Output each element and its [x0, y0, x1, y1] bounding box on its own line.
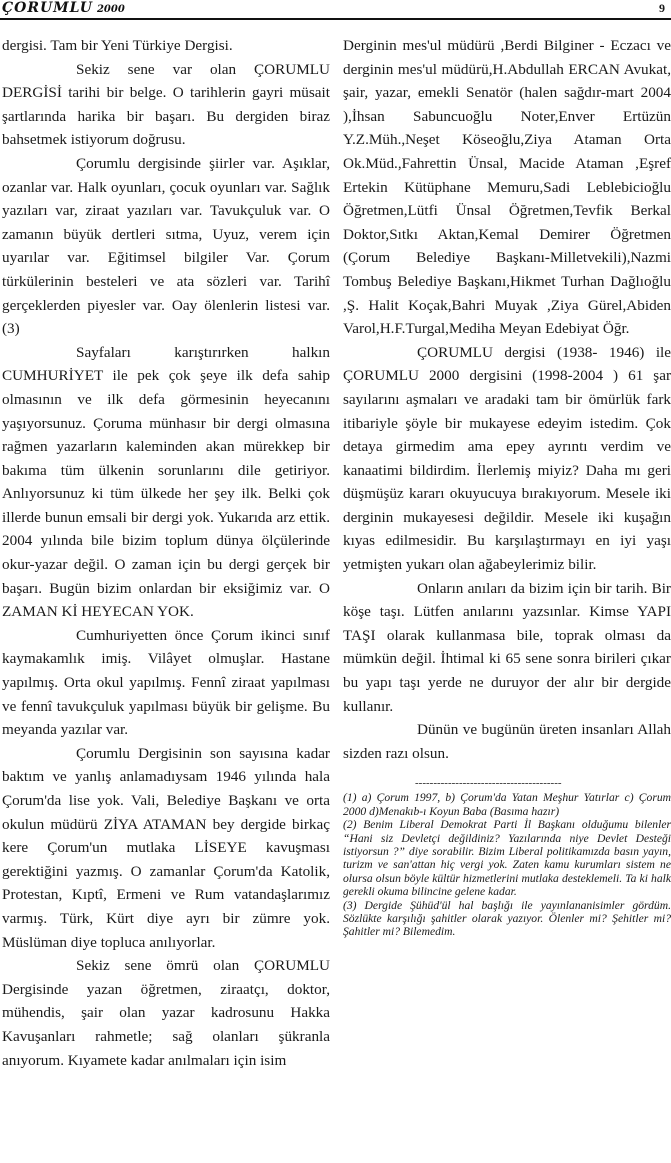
- paragraph: Sekiz sene var olan ÇORUMLU DERGİSİ tarihi bir belge. O tarihlerin gayri müsait şartlarında harika bir başarı. Bu dergiden biraz bahsetmek istiyorum doğrusu.: [2, 60, 330, 149]
- logo-year: 2000: [96, 4, 125, 15]
- paragraph: dergisi. Tam bir Yeni Türkiye Dergisi.: [2, 37, 233, 54]
- footnote: (2) Benim Liberal Demokrat Parti İl Başkanı olduğumu bilenler “Hani siz Devletçi değildiniz? Yazılarında niye Devlet Desteği istiyorsun ?” diye sorabilir. Bizim Liberal politikamızda basın yayın, turizm ve san'attan hiç vergi yok. Zaten kamu kurumları sistem ne olursa olsun böyle kültür hizmetlerini mutlaka desteklemeli. Ta ki halk gerekli okuma bilincine gelene kadar.: [343, 818, 671, 899]
- left-column: [2, 34, 330, 1072]
- footnote-separator: ----------------------------------------: [415, 777, 562, 790]
- paragraph: Çorumlu dergisinde şiirler var. Aşıklar, ozanlar var. Halk oyunları, çocuk oyunları var. Sağlık yazıları var, ziraat yazıları var. Tavukçuluk var. O zamanın büyük dertleri sıtma, Uyuz, verem için uyarılar var. Eğitimsel bilgiler Var. Çorum türkülerinin besteleri ve ata sözleri var. Tarihî gerçeklerden piyesler var. Oay ölenlerin listesi var. (3): [2, 154, 330, 338]
- paragraph: Derginin mes'ul müdürü ,Berdi Bilginer - Eczacı ve derginin mes'ul müdürü,H.Abdullah ERCAN Avukat, şair, yazar, emekli Senatör (halen sağdır-mart 2004 ),İhsan Sabuncuoğlu Noter,Enver Ertüzün Y.Z.Müh.,Neşet Köseoğlu,Ziya Ataman Orta Ok.Müd.,Fahrettin Ünsal, Macide Ataman ,Eşref Ertekin Kütüphane Memuru,Sadi Leblebicioğlu Öğretmen,Lütfi Ünsal Öğretmen,Tevfik Berkal Doktor,Sıtkı Aktan,Kemal Demirer Öğretmen (Çorum Belediye Başkanı-Milletvekili),Nazmi Tombuş Belediye Başkanı,Hikmet Turhan Dağlıoğlu ,Ş. Halit Koçak,Bahri Muyak ,Ziya Gürel,Abiden Varol,H.F.Turgal,Mediha Meyan Edebiyat Öğr.: [343, 37, 671, 338]
- right-column: [343, 34, 671, 939]
- footnote: (3) Dergide Şühüd'ül hal başlığı ile yayınlananisimler gördüm. Sözlükte karşılığı şahitler olarak yazıyor. Ölenler mi? Şehitler mi? Şahitler mi? Bilemedim.: [343, 898, 671, 939]
- paragraph: Onların anıları da bizim için bir tarih. Bir köşe taşı. Lütfen anılarını yazsınlar. Kimse YAPI TAŞI olarak kullanmasa bile, toprak olması da mümkün değil. İhtimal ki 65 sene sonra birileri çıkar bu yapı taşı yerde ne duruyor der alır bir dergide kullanır.: [343, 579, 671, 715]
- page-header: [0, 0, 671, 20]
- header-rule: [0, 18, 671, 20]
- footnote: (1) a) Çorum 1997, b) Çorum'da Yatan Meşhur Yatırlar c) Çorum 2000 d)Menakıb-ı Koyun Baba (Basıma hazır): [343, 791, 671, 818]
- paragraph: ÇORUMLU dergisi (1938- 1946) ile ÇORUMLU 2000 dergisini (1998-2004 ) 61 şar sayılarını aşmaları ve aradaki tam bir ömürlük fark itibariyle şöyle bir mukayese edeyim istedim. Çok detaya girmedim ama epey ayrıntı verdim ve kanaatimi bildirdim. İlerlemiş miyiz? Daha mı geri düşmüşüz kararı okuyucuya bırakıyorum. Mesele iki derginin mukayesesi değildir. Mesele iki kuşağın kıyas edilmesidir. Bu karşılaştırmayı en iyi yaşı yetmişten yukarı olan ağabeylerimiz bilir.: [343, 343, 671, 574]
- footnotes: [343, 777, 671, 938]
- paragraph: Sekiz sene ömrü olan ÇORUMLU Dergisinde yazan öğretmen, ziraatçı, doktor, mühendis, şair olan yazar kadrosunu Hakka Kavuşanları rahmetle; sağ olanları şükranla anıyorum. Kıyamete kadar anılmaları için isim: [2, 957, 330, 1069]
- paragraph: Sayfaları karıştırırken halkın CUMHURİYET ile pek çok şeye ilk defa sahip olmasının ve ilk defa görmesinin heyecanını yaşıyorsunuz. Çoruma münhasır bir dergi olmasına rağmen yazarların kaleminden akan mürekkep bir bakıma tüm ülkenin sorunlarını dile getiriyor. Anlıyorsunuz ki tüm ülkede her şey ilk. Belki çok illerde bunun emsali bir dergi yok. Yukarıda arz ettik. 2004 yılında bile bizim toplum dünya ölçülerinde okur-yazar değil. O zaman için bu dergi gerçek bir başarı. Bugün bizim onlardan bir eksiğimiz var. O ZAMAN Kİ HEYECAN YOK.: [2, 343, 330, 621]
- logo-text: ÇORUMLU: [2, 0, 93, 16]
- paragraph: Cumhuriyetten önce Çorum ikinci sınıf kaymakamlık imiş. Vilâyet olmuşlar. Hastane yapılmış. Orta okul yapılmış. Fennî ziraat yapılması ve fennî tavukçuluk yapılması büyük bir gelişme. Bu meyanda yazılar var.: [2, 626, 330, 739]
- magazine-logo: [2, 0, 125, 16]
- paragraph: Dünün ve bugünün üreten insanları Allah sizden razı olsun.: [343, 721, 671, 762]
- paragraph: Çorumlu Dergisinin son sayısına kadar baktım ve yanlış anlamadıysam 1946 yılında hala Çorum'da lise yok. Vali, Belediye Başkanı ve orta okulun müdürü ZİYA ATAMAN bey dergide birkaç kere Çorum'un mutlaka LİSEYE kavuşması gerektiğini yazmış. O zamanlar Çorum'da Katolik, Protestan, Kıptî, Ermeni ve Rum vatandaşlarımız varmış. Türk, Kürt diye ayrı bir zümre yok. Müslüman diye topluca anılıyorlar.: [2, 744, 330, 951]
- page-number: 9: [659, 1, 665, 15]
